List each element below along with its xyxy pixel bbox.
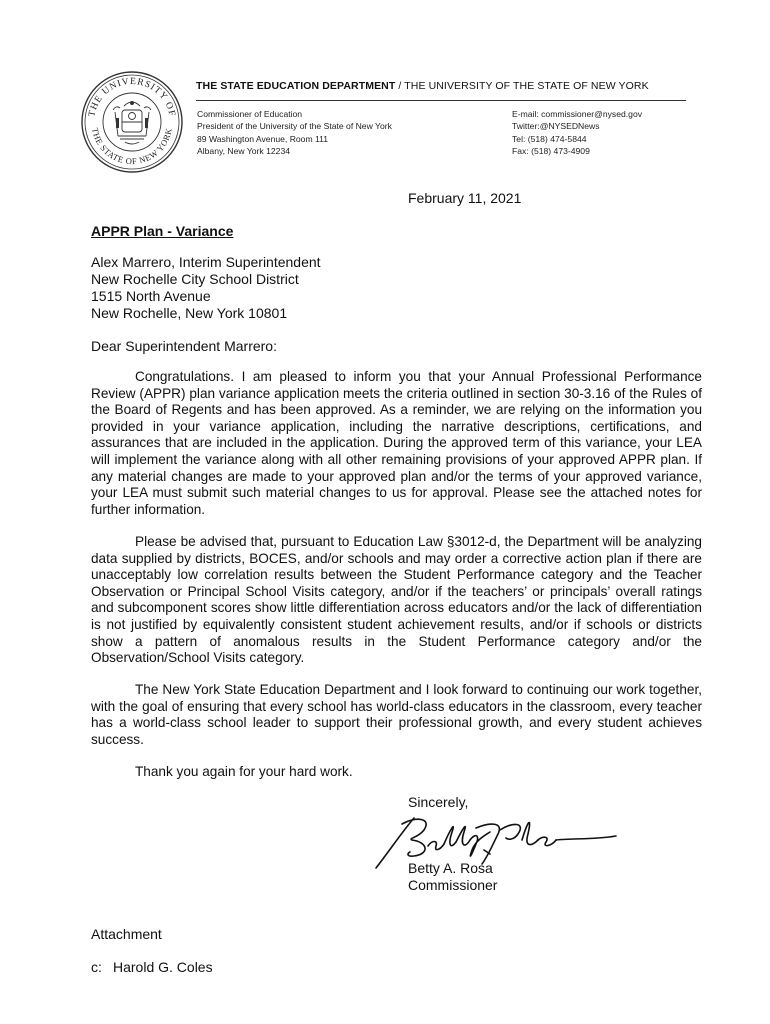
- body-paragraph: The New York State Education Department and I look forward to continuing our work together, with the goal of ensuring that every school has world-class educators in the classroom, every teacher has a world-class school leader to support their professional growth, and every student achieves success.: [91, 682, 702, 747]
- body-paragraph: Thank you again for your hard work.: [135, 764, 353, 779]
- letterhead-fax: Fax: (518) 473-4909: [512, 146, 590, 157]
- letterhead-twitter: Twitter:@NYSEDNews: [512, 121, 600, 132]
- recipient-address: [91, 254, 321, 322]
- letter-date: February 11, 2021: [408, 190, 522, 206]
- recipient-line: New Rochelle City School District: [91, 271, 299, 287]
- recipient-line: New Rochelle, New York 10801: [91, 305, 288, 321]
- letterhead-office-line: Albany, New York 12234: [197, 146, 291, 157]
- letterhead-divider: [196, 100, 686, 101]
- svg-text:THE STATE OF NEW YORK: THE STATE OF NEW YORK: [90, 126, 174, 167]
- signer-name: Betty A. Rosa: [408, 860, 493, 876]
- letterhead-phone: Tel: (518) 474-5844: [512, 133, 587, 144]
- closing: Sincerely,: [408, 794, 469, 810]
- letterhead-office-block: [197, 108, 392, 158]
- letterhead-org-rest: / THE UNIVERSITY OF THE STATE OF NEW YORK: [395, 80, 649, 92]
- cc-name: Harold G. Coles: [113, 959, 213, 975]
- state-seal-logo: [80, 70, 184, 174]
- letterhead-contact-block: [512, 108, 642, 158]
- letterhead-org-bold: THE STATE EDUCATION DEPARTMENT: [196, 80, 396, 92]
- signer-title: Commissioner: [408, 877, 498, 893]
- letter-subject: APPR Plan - Variance: [91, 223, 234, 239]
- cc-label: c:: [91, 959, 102, 975]
- recipient-line: 1515 North Avenue: [91, 288, 211, 304]
- letterhead-email: E-mail: commissioner@nysed.gov: [512, 109, 643, 119]
- attachment-note: Attachment: [91, 926, 162, 942]
- signature-block: [408, 860, 497, 894]
- recipient-line: Alex Marrero, Interim Superintendent: [91, 254, 321, 270]
- letterhead-office-line: Commissioner of Education: [197, 109, 303, 119]
- body-paragraph: Congratulations. I am pleased to inform you that your Annual Professional Performance Review (APPR) plan variance application meets the criteria outlined in section 30-3.16 of the Rules of the Board of Regents and has been approved. As a reminder, we are relying on the information you provided in your variance application, including the narrative descriptions, certifications, and assurances that are included in the application. During the approved term of this variance, your LEA will implement the variance along with all other remaining provisions of your approved APPR plan. If any material changes are made to your approved plan and/or the terms of your approved variance, your LEA must submit such material changes to us for approval. Please see the attached notes for further information.: [91, 369, 702, 517]
- salutation: Dear Superintendent Marrero:: [91, 338, 277, 354]
- letterhead-office-line: 89 Washington Avenue, Room 111: [197, 133, 329, 144]
- letterhead-title: [196, 80, 649, 92]
- letterhead-office-line: President of the University of the State of New York: [197, 121, 392, 132]
- body-paragraph: Please be advised that, pursuant to Education Law §3012-d, the Department will be analyzing data supplied by districts, BOCES, and/or schools and may order a corrective action plan if there are unacceptably low correlation results between the Student Performance category and the Teacher Observation or Principal School Visits category, and/or if the teachers’ or principals’ overall ratings and subcomponent scores show little differentiation across educators and/or the lack of differentiation is not justified by equivalently consistent student achievement results, and/or if schools or districts show a pattern of anomalous results in the Student Performance category and/or the Observation/School Visits category.: [91, 534, 702, 666]
- svg-text:THE UNIVERSITY OF: THE UNIVERSITY OF: [87, 76, 177, 118]
- cc-line: [91, 959, 213, 975]
